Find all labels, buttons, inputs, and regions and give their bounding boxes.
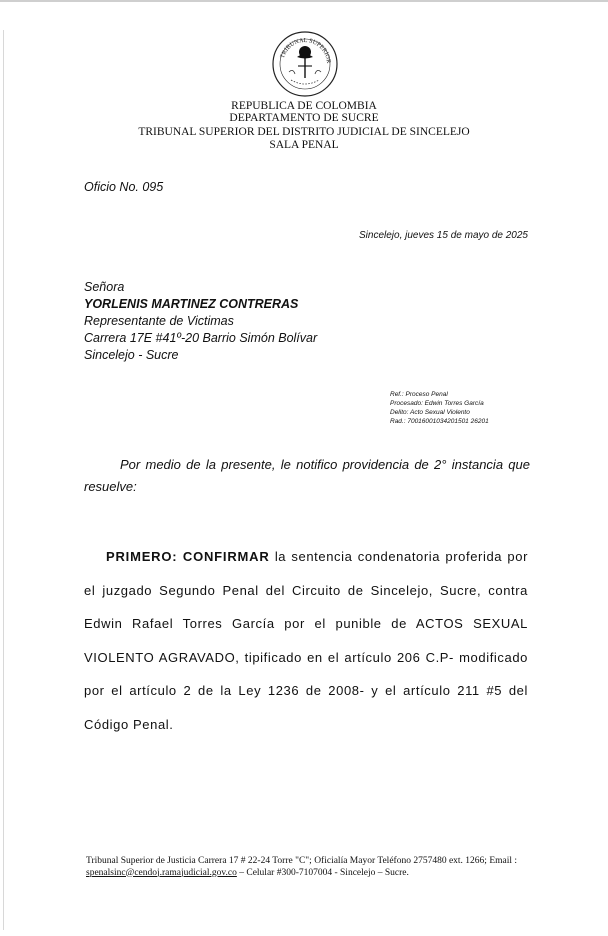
- recipient-address: Carrera 17E #41º-20 Barrio Simón Bolívar: [84, 331, 318, 345]
- recipient-salutation: Señora: [84, 280, 125, 294]
- footer-email-link[interactable]: spenalsinc@cendoj.ramajudicial.gov.co: [86, 867, 237, 878]
- ruling-text: la sentencia condenatoria proferida por el juzgado Segundo Penal del Circuito de Sincelejo, Sucre, contra Edwin Rafael Torres García por el punible de ACTOS SEXUAL VIOLENTO AGRAVADO, tipificado en el artículo 206 C.P- modificado por el artículo 2 de la Ley 1236 de 2008- y el artículo 211 #5 del Código Penal.: [84, 549, 529, 732]
- intro-paragraph: Por medio de la presente, le notifico providencia de 2° instancia que resuelve:: [84, 457, 530, 494]
- reference-process: Ref.: Proceso Penal: [390, 391, 448, 398]
- reference-radicado: Rad.: 70016001034201501 26201: [390, 418, 489, 425]
- footer-address: Tribunal Superior de Justicia Carrera 17 # 22-24 Torre "C"; Oficialía Mayor Teléfono 2757480 ext. 1266; Email :: [86, 856, 518, 866]
- ruling-lead: PRIMERO: CONFIRMAR: [106, 549, 270, 564]
- letter-date: Sincelejo, jueves 15 de mayo de 2025: [358, 230, 528, 241]
- reference-defendant: Procesado: Edwin Torres García: [390, 400, 484, 407]
- header-chamber: SALA PENAL: [269, 139, 339, 151]
- footer-phone: – Celular #300-7107004 - Sincelejo – Sucre.: [236, 867, 409, 878]
- scan-border-top: [0, 0, 608, 2]
- footer-contact: [86, 856, 526, 879]
- ruling-paragraph: [84, 540, 528, 741]
- seal-lettering: TRIBUNAL SUPERIOR: [278, 36, 333, 64]
- recipient-role: Representante de Victimas: [84, 314, 234, 328]
- oficio-number: Oficio No. 095: [84, 180, 164, 194]
- header-tribunal: TRIBUNAL SUPERIOR DEL DISTRITO JUDICIAL DE SINCELEJO: [138, 126, 470, 138]
- tribunal-seal-icon: [271, 30, 339, 98]
- recipient-name: YORLENIS MARTINEZ CONTRERAS: [84, 297, 299, 311]
- recipient-city: Sincelejo - Sucre: [84, 348, 179, 362]
- header-department: DEPARTAMENTO DE SUCRE: [229, 112, 379, 124]
- scan-border-left: [3, 30, 4, 930]
- header-country: REPUBLICA DE COLOMBIA: [231, 100, 377, 112]
- reference-offense: Delito: Acto Sexual Violento: [390, 409, 470, 416]
